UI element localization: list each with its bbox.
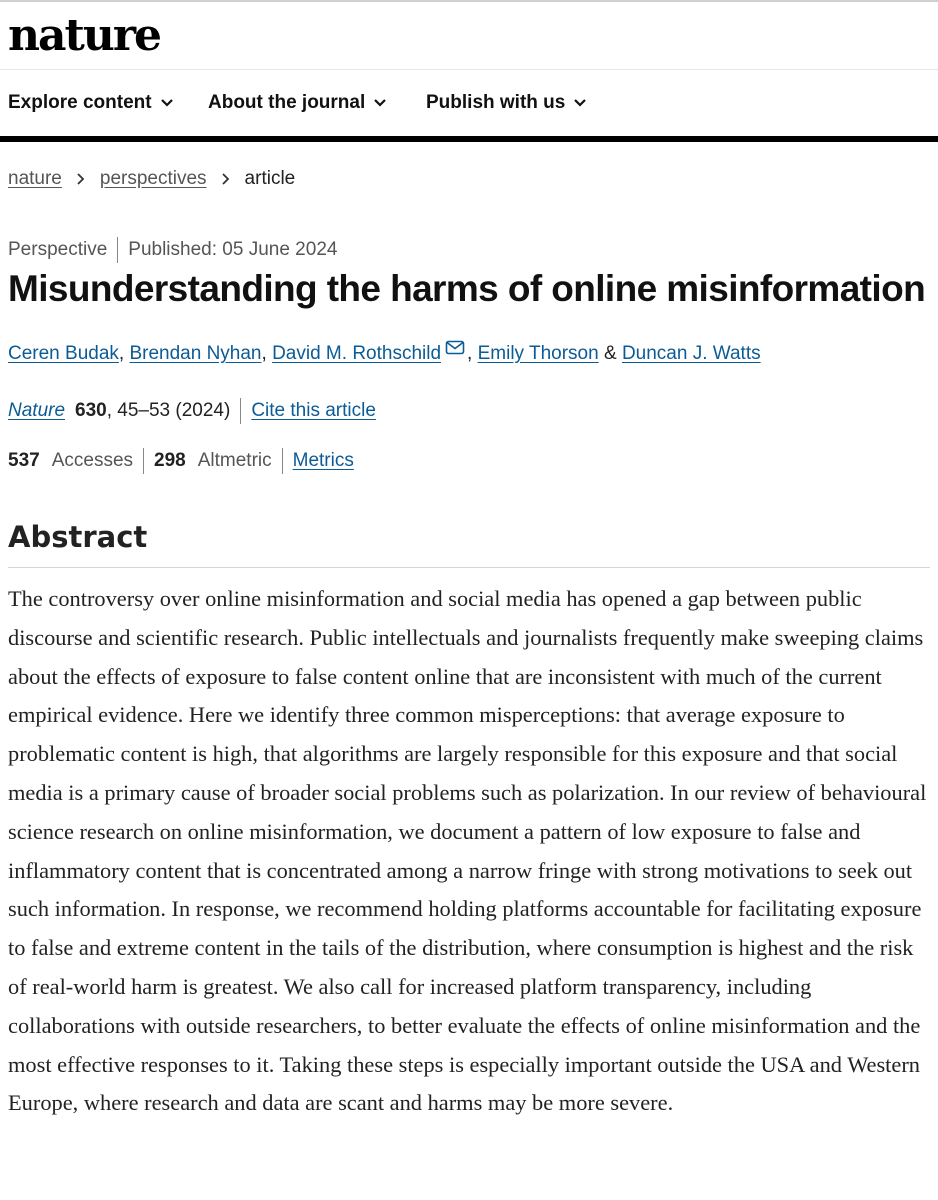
volume-number: 630	[75, 400, 107, 421]
author-link[interactable]: Emily Thorson	[477, 343, 599, 364]
divider	[117, 237, 118, 263]
cite-this-article-link[interactable]: Cite this article	[251, 400, 376, 421]
chevron-right-icon	[221, 172, 231, 186]
article-meta	[8, 237, 337, 263]
nav-divider	[0, 136, 938, 142]
citation-line	[8, 398, 376, 424]
author-separator: ,	[261, 343, 267, 364]
journal-link[interactable]: Nature	[8, 400, 66, 421]
breadcrumb-current: article	[244, 168, 296, 189]
author-separator: ,	[118, 343, 125, 364]
nav-explore-content[interactable]	[8, 92, 174, 114]
chevron-down-icon	[573, 98, 587, 108]
author-link[interactable]: Brendan Nyhan	[129, 343, 262, 364]
chevron-down-icon	[160, 98, 174, 108]
breadcrumb-section[interactable]: perspectives	[99, 168, 207, 189]
nature-logo[interactable]: nature	[8, 10, 160, 61]
altmetric-label: Altmetric	[197, 450, 272, 471]
main-nav	[0, 70, 938, 136]
accesses-count: 537	[8, 450, 40, 471]
abstract-divider	[8, 567, 930, 568]
divider	[143, 448, 144, 474]
abstract-heading: Abstract	[8, 520, 148, 554]
nav-about-journal[interactable]	[208, 92, 387, 114]
article-type: Perspective	[8, 239, 108, 260]
author-link[interactable]: Ceren Budak	[8, 343, 119, 364]
page-range: , 45–53 (2024)	[106, 400, 231, 421]
author-link[interactable]: Duncan J. Watts	[621, 343, 761, 364]
author-separator: ,	[467, 343, 473, 364]
nav-publish-label: Publish with us	[426, 92, 566, 113]
altmetric-count: 298	[154, 450, 186, 471]
nav-explore-label: Explore content	[8, 92, 152, 113]
author-ampersand: &	[603, 343, 617, 364]
breadcrumb-home[interactable]: nature	[8, 168, 62, 189]
nav-about-label: About the journal	[208, 92, 366, 113]
author-list	[8, 343, 761, 365]
article-metrics	[8, 448, 354, 474]
mail-icon[interactable]	[445, 340, 465, 355]
divider	[282, 448, 283, 474]
divider	[240, 398, 241, 424]
chevron-right-icon	[76, 172, 86, 186]
chevron-down-icon	[373, 98, 387, 108]
site-header	[0, 2, 938, 70]
author-link[interactable]: David M. Rothschild	[272, 343, 442, 364]
accesses-label: Accesses	[51, 450, 134, 471]
nav-publish-with-us[interactable]	[426, 92, 587, 114]
article-title: Misunderstanding the harms of online misinformation	[8, 268, 926, 309]
metrics-link[interactable]: Metrics	[292, 450, 354, 471]
abstract-text: The controversy over online misinformation and social media has opened a gap between public discourse and scientific research. Public intellectuals and journalists frequently make sweeping claims about the effects of exposure to false content online that are inconsistent with much of the current empirical evidence. Here we identify three common misperceptions: that average exposure to problematic content is high, that algorithms are largely responsible for this exposure and that social media is a primary cause of broader social problems such as polarization. In our review of behavioural science research on online misinformation, we document a pattern of low exposure to false and inflammatory content that is concentrated among a narrow fringe with strong motivations to seek out such information. In response, we recommend holding platforms accountable for facilitating exposure to false and extreme content in the tails of the distribution, where consumption is highest and the risk of real-world harm is greatest. We also call for increased platform transparency, including collaborations with outside researchers, to better evaluate the effects of online misinformation and the most effective responses to it. Taking these steps is especially important outside the USA and Western Europe, where research and data are scant and harms may be more severe.	[8, 586, 927, 1116]
published-date: Published: 05 June 2024	[128, 239, 338, 260]
breadcrumb	[8, 168, 295, 190]
